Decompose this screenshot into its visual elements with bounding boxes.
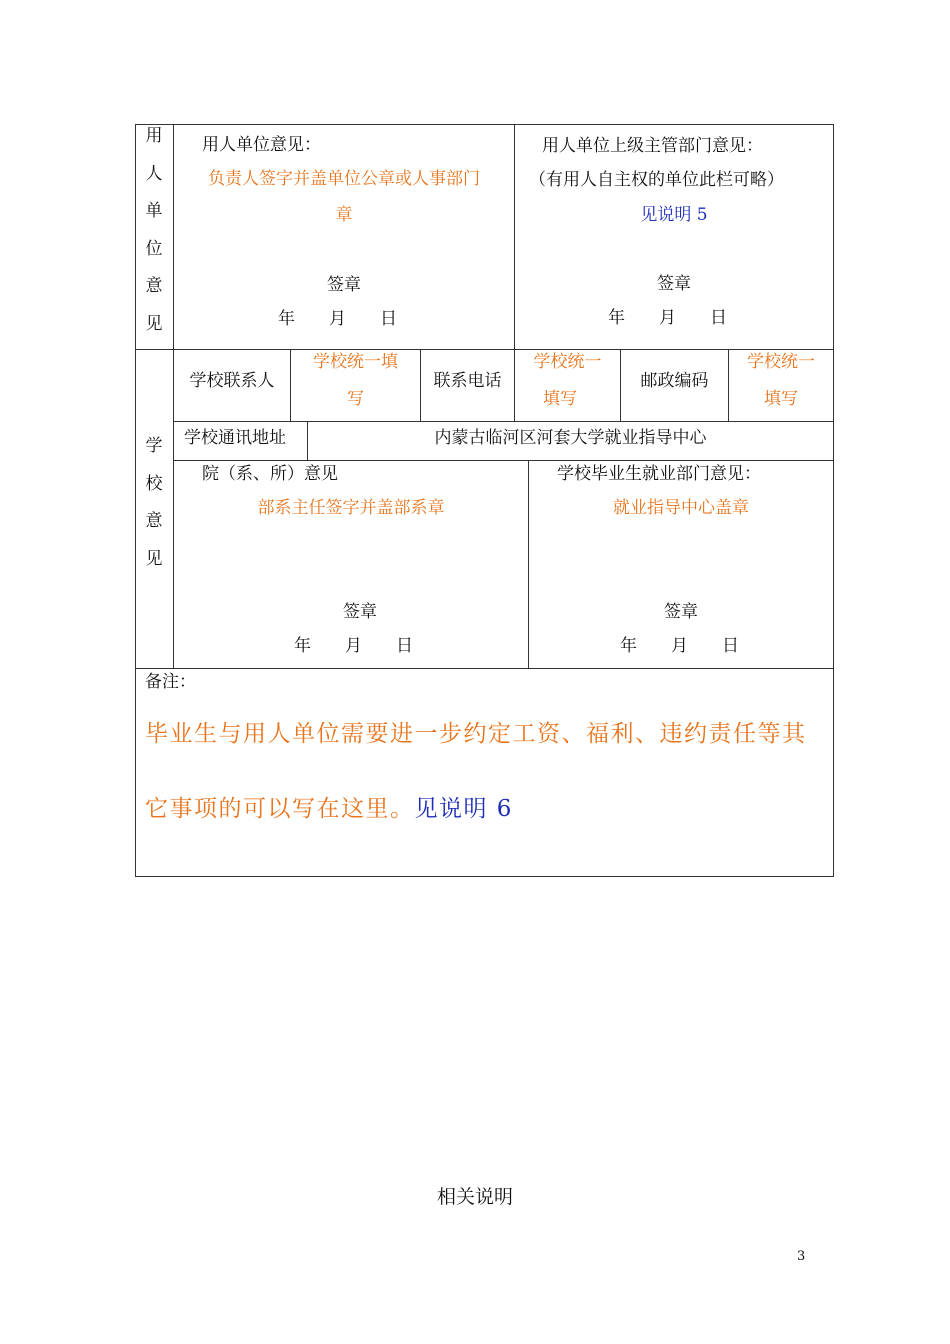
supervisor-opinion-title: 用人单位上级主管部门意见： [542,136,763,156]
employer-opinion-hint-line1: 负责人签字并盖单位公章或人事部门 [208,169,480,189]
employer-opinion-sign: 签章 [327,275,361,295]
school-postcode-hint-line2: 填写 [764,389,798,409]
supervisor-opinion-hint: 见说明 5 [640,205,708,225]
remarks-line2-wrap [145,790,513,823]
dept-opinion-sign: 签章 [343,602,377,622]
supervisor-opinion-date: 年 月 日 [608,308,727,328]
school-postcode-label: 邮政编码 [640,371,709,391]
employment-opinion-title: 学校毕业生就业部门意见： [557,464,761,484]
related-notes-heading: 相关说明 [436,1186,513,1208]
dept-opinion-date: 年 月 日 [294,636,413,656]
employment-opinion-date: 年 月 日 [620,636,739,656]
dept-opinion-title: 院（系、所）意见 [202,464,338,484]
divider-school-opinions [528,460,529,669]
school-postcode-hint-line1: 学校统一 [747,352,815,372]
remarks-line2: 它事项的可以写在这里。 [145,796,415,822]
table-border-bottom [135,876,834,877]
divider-contact-row [173,421,834,422]
page-number: 3 [797,1249,806,1264]
school-contact-hint-line2: 写 [347,389,364,409]
supervisor-opinion-subtitle: （有用人自主权的单位此栏可略） [529,170,784,190]
employment-opinion-hint: 就业指导中心盖章 [613,498,749,518]
supervisor-opinion-sign: 签章 [657,274,691,294]
divider-address-row [173,460,834,461]
employer-opinion-hint-line2: 章 [335,205,353,225]
dept-opinion-hint: 部系主任签字并盖部系章 [257,498,445,518]
divider-employer-school [135,349,834,350]
school-phone-hint-line1: 学校统一 [533,352,602,372]
school-contact-label: 学校联系人 [189,371,275,391]
remarks-line1: 毕业生与用人单位需要进一步约定工资、福利、违约责任等其 [145,721,807,747]
school-address-value: 内蒙古临河区河套大学就业指导中心 [434,428,707,448]
employer-opinion-title: 用人单位意见： [202,135,321,155]
school-phone-hint-line2: 填写 [543,389,577,409]
divider-employer-columns [514,124,515,350]
school-phone-label: 联系电话 [433,371,502,391]
table-border-right [833,124,834,877]
school-side-label: 学 校 意 见 [145,436,163,569]
employer-opinion-date: 年 月 日 [278,309,397,329]
remarks-note: 见说明 6 [414,796,513,822]
school-address-label: 学校通讯地址 [184,428,286,448]
employer-side-label: 用 人 单 位 意 见 [145,126,163,334]
divider-school-remarks [135,668,834,669]
table-border-top [135,124,834,125]
remarks-label: 备注： [145,672,196,692]
employment-opinion-sign: 签章 [664,602,698,622]
school-contact-hint-line1: 学校统一填 [313,352,398,372]
